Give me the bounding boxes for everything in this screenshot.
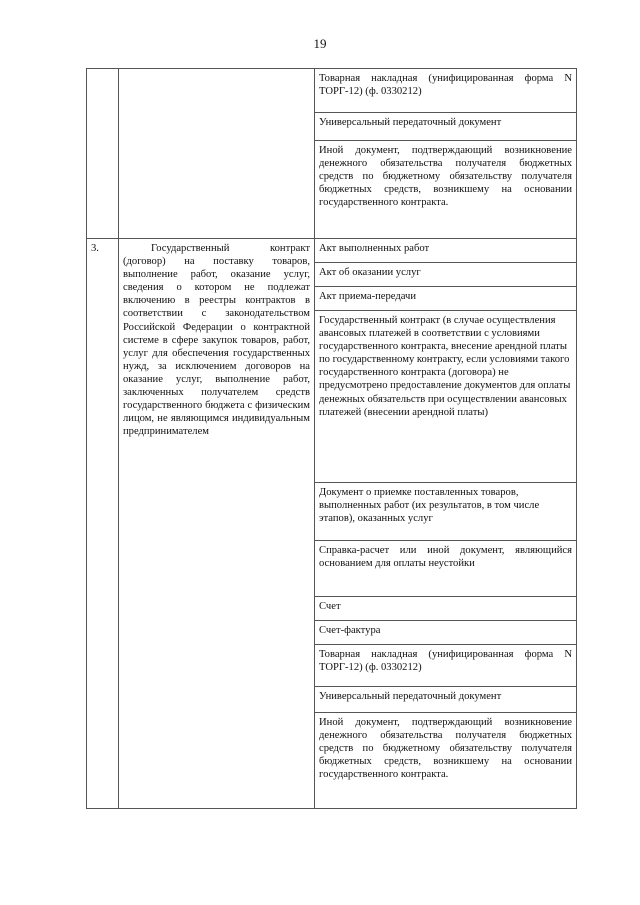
document-cell: Акт выполненных работ xyxy=(315,239,577,263)
table-row xyxy=(87,69,577,113)
document-cell: Документ о приемке поставленных товаров, выполненных работ (их результатов, в том числе этапов), оказанных услуг xyxy=(315,483,577,541)
item-description: Государственный контракт (договор) на поставку товаров, выполнение работ, оказание услуг, сведения о котором не подлежат включению в реестры контрактов в соответствии с законодательством Российской Федерации о контрактной системе в сфере закупок товаров, работ, услуг для обеспечения государственных нужд, за исключением договоров на оказание услуг, выполнение работ, заключенных получателем средств государственного бюджета с физическим лицом, не являющимся индивидуальным предпринимателем xyxy=(119,239,315,809)
item-number: 3. xyxy=(87,239,119,809)
document-cell: Акт приема-передачи xyxy=(315,287,577,311)
document-cell: Товарная накладная (унифицированная форма N ТОРГ-12) (ф. 0330212) xyxy=(315,645,577,687)
document-cell: Акт об оказании услуг xyxy=(315,263,577,287)
page-number: 19 xyxy=(313,36,327,51)
document-cell: Универсальный передаточный документ xyxy=(315,687,577,713)
document-cell: Справка-расчет или иной документ, являющийся основанием для оплаты неустойки xyxy=(315,541,577,597)
table-row xyxy=(87,239,577,263)
document-cell: Универсальный передаточный документ xyxy=(315,113,577,141)
number-cell xyxy=(87,69,119,239)
description-cell xyxy=(119,69,315,239)
document-cell: Иной документ, подтверждающий возникновение денежного обязательства получателя бюджетных средств по бюджетному обязательству получателя бюджетных средств, возникшему на основании государственного контракта. xyxy=(315,141,577,239)
document-cell: Иной документ, подтверждающий возникновение денежного обязательства получателя бюджетных средств по бюджетному обязательству получателя бюджетных средств, возникшему на основании государственного контракта. xyxy=(315,713,577,809)
document-cell: Счет xyxy=(315,597,577,621)
document-cell: Государственный контракт (в случае осуществления авансовых платежей в соответствии с условиями государственного контракта, внесение арендной платы по государственному контракту, если условиями такого государственного контракта (договора) не предусмотрено предоставление документов для оплаты денежных обязательств при осуществлении авансовых платежей (внесении арендной платы) xyxy=(315,311,577,483)
document-cell: Товарная накладная (унифицированная форма N ТОРГ-12) (ф. 0330212) xyxy=(315,69,577,113)
documents-table xyxy=(86,68,577,809)
document-cell: Счет-фактура xyxy=(315,621,577,645)
